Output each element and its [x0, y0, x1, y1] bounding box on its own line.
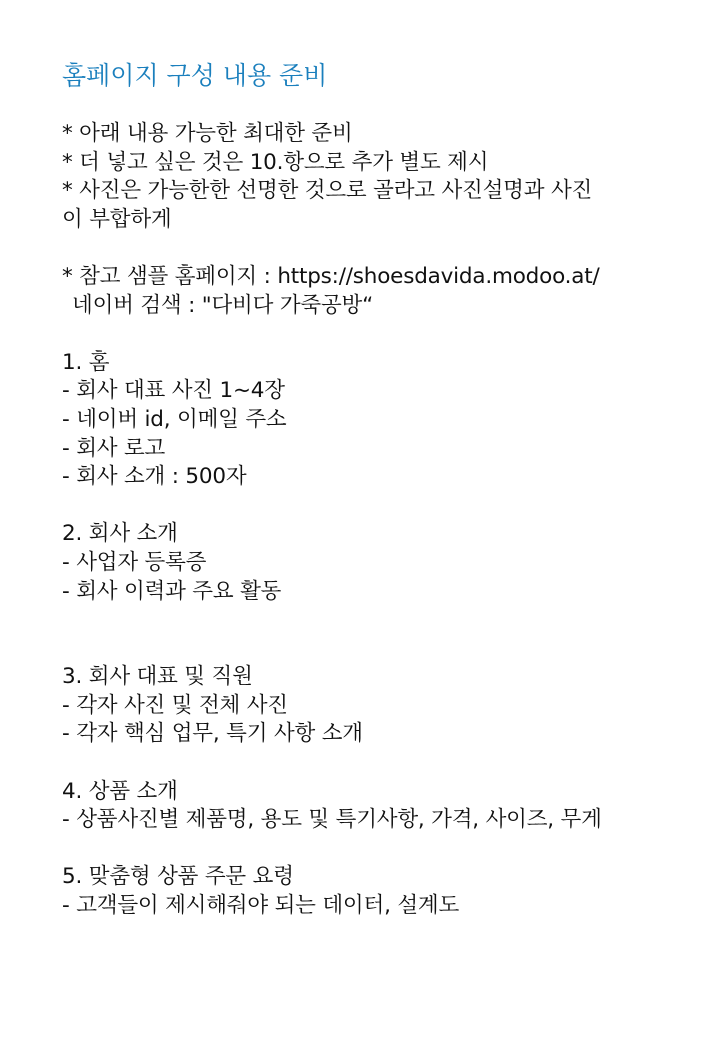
spacer: [62, 492, 712, 521]
note-line: * 사진은 가능한한 선명한 것으로 골라고 사진설명과 사진: [62, 178, 593, 204]
section-item: - 사업자 등록증: [62, 549, 207, 575]
page-title: 홈페이지 구성 내용 준비: [62, 61, 328, 90]
document-body: [62, 120, 712, 921]
spacer: [62, 835, 712, 864]
spacer: [62, 606, 712, 635]
reference-naver-line: 네이버 검색 : "다비다 가죽공방“: [72, 292, 374, 318]
section-item: - 각자 사진 및 전체 사진: [62, 692, 288, 718]
section-heading: 1. 홈: [62, 349, 110, 375]
section-heading: 3. 회사 대표 및 직원: [62, 664, 253, 690]
section-heading: 4. 상품 소개: [62, 778, 178, 804]
section-item: - 회사 이력과 주요 활동: [62, 578, 282, 604]
section-heading: 2. 회사 소개: [62, 521, 178, 547]
section-item: - 회사 대표 사진 1~4장: [62, 378, 285, 404]
section-item: - 네이버 id, 이메일 주소: [62, 406, 287, 432]
reference-sample-line: * 참고 샘플 홈페이지 : https://shoesdavida.modoo.at/: [62, 263, 600, 289]
spacer: [62, 234, 712, 263]
spacer: [62, 749, 712, 778]
section-item: - 회사 로고: [62, 435, 166, 461]
section-item: - 상품사진별 제품명, 용도 및 특기사항, 가격, 사이즈, 무게: [62, 807, 602, 833]
note-line: * 아래 내용 가능한 최대한 준비: [62, 121, 353, 146]
section-heading: 5. 맞춤형 상품 주문 요령: [62, 864, 294, 890]
spacer: [62, 635, 712, 664]
section-item: - 고객들이 제시해줘야 되는 데이터, 설계도: [62, 893, 460, 919]
spacer: [62, 320, 712, 349]
note-line: 이 부합하게: [62, 206, 172, 232]
section-item: - 회사 소개 : 500자: [62, 464, 247, 490]
section-item: - 각자 핵심 업무, 특기 사항 소개: [62, 721, 363, 747]
note-line: * 더 넣고 싶은 것은 10.항으로 추가 별도 제시: [62, 149, 489, 175]
